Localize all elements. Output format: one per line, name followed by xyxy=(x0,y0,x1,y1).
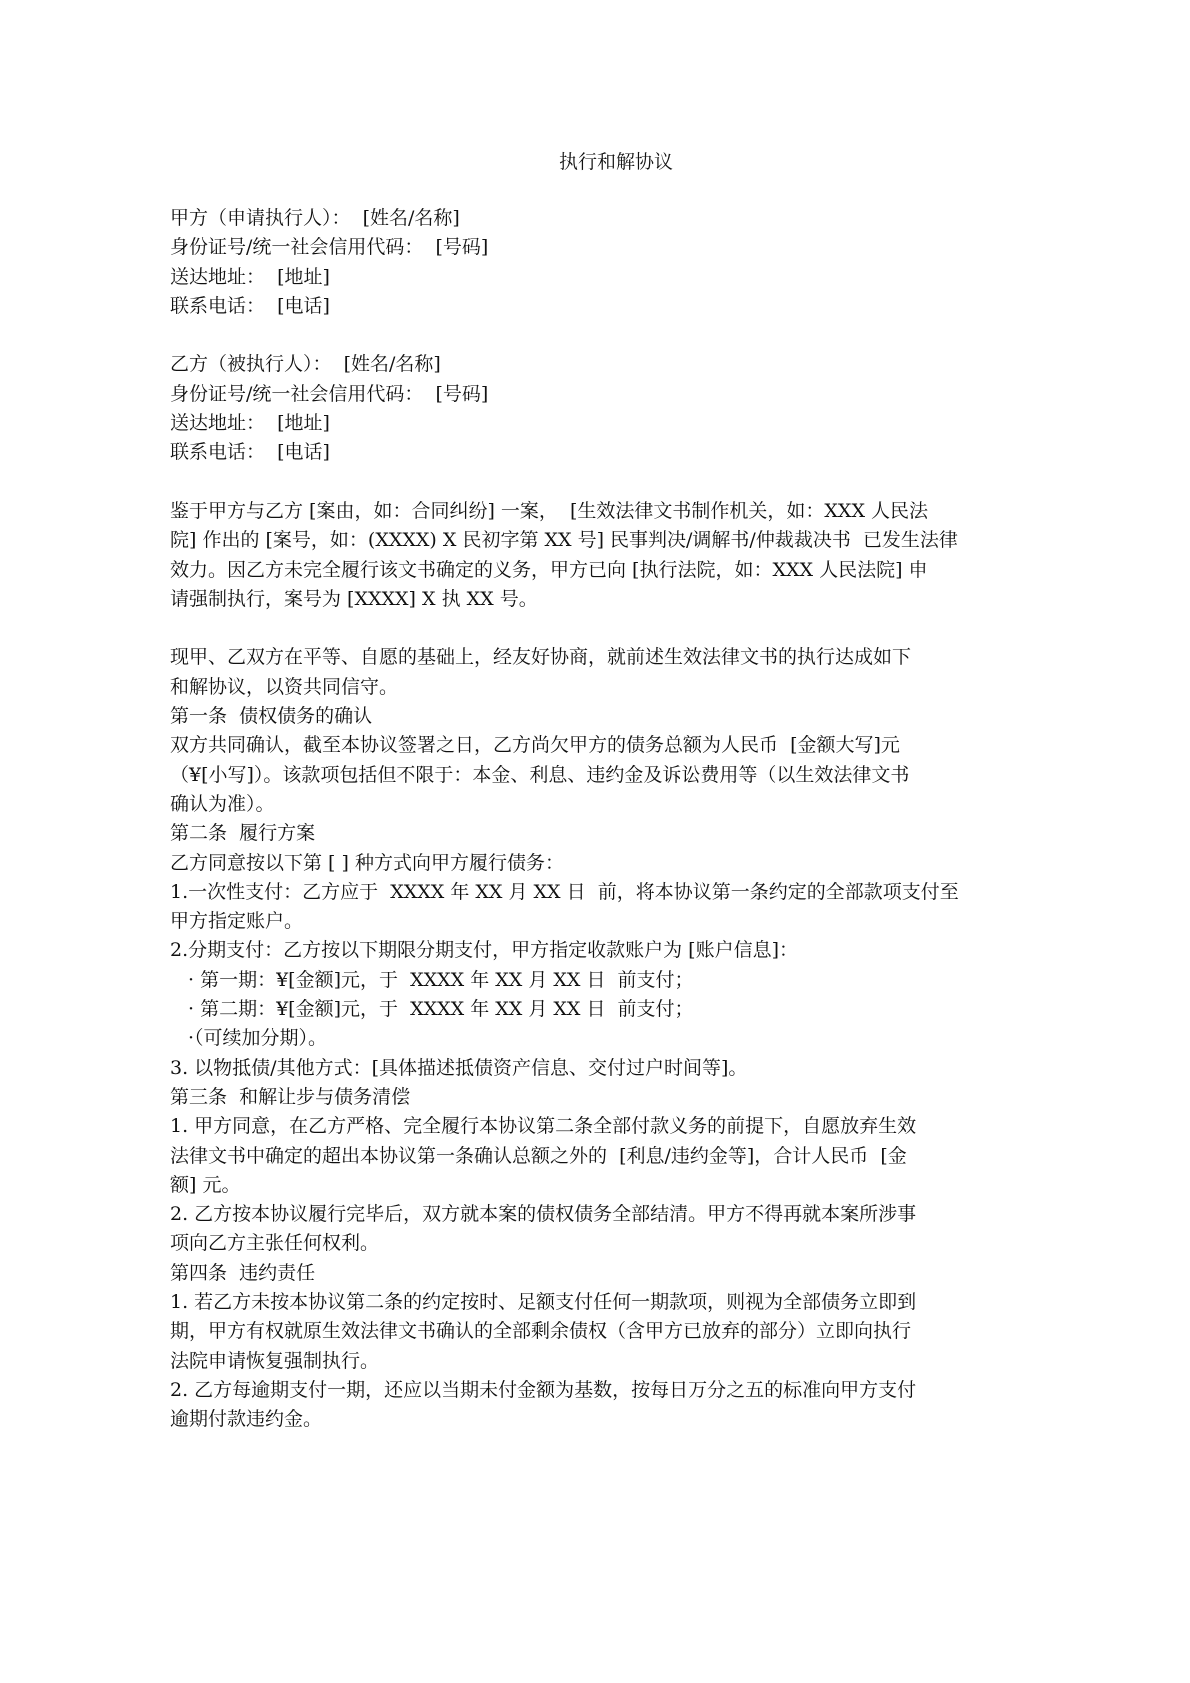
article-1-line: 确认为准）。 xyxy=(170,792,275,815)
recital-line: 鉴于甲方与乙方 [案由，如：合同纠纷] 一案， [生效法律文书制作机关，如：XXX 人民法 xyxy=(170,499,929,522)
recital-line: 请强制执行，案号为 [XXXX] X 执 XX 号。 xyxy=(170,587,538,610)
article-1 xyxy=(170,702,1022,819)
preamble-line: 和解协议，以资共同信守。 xyxy=(170,675,399,698)
party-a-name: 甲方（申请执行人）： [姓名/名称] xyxy=(170,207,460,229)
spacer xyxy=(170,321,1022,350)
party-b-info xyxy=(170,350,1022,467)
article-2-option-1: 1.一次性支付：乙方应于 XXXX 年 XX 月 XX 日 前，将本协议第一条约定的全部款项支付至 xyxy=(170,880,959,903)
document-title: 执行和解协议 xyxy=(558,151,673,173)
installment-item: · 第一期：¥[金额]元，于 XXXX 年 XX 月 XX 日 前支付； xyxy=(188,968,694,991)
article-2 xyxy=(170,819,1022,1083)
recital-line: 院] 作出的 [案号，如：(XXXX) X 民初字第 XX 号] 民事判决/调解书/仲裁裁决书 已发生法律 xyxy=(170,529,958,552)
article-4-heading: 第四条 违约责任 xyxy=(170,1261,316,1284)
article-2-intro: 乙方同意按以下第 [ ] 种方式向甲方履行债务： xyxy=(170,851,564,874)
installment-item: · 第二期：¥[金额]元，于 XXXX 年 XX 月 XX 日 前支付； xyxy=(188,998,694,1021)
preamble-paragraph xyxy=(170,643,1022,702)
document-page xyxy=(170,148,1022,1434)
article-4-clause-1: 1. 若乙方未按本协议第二条的约定按时、足额支付任何一期款项，则视为全部债务立即到 xyxy=(170,1290,917,1313)
article-4-clause-2: 逾期付款违约金。 xyxy=(170,1408,323,1431)
recital-paragraph xyxy=(170,497,1022,614)
article-3-clause-1: 1. 甲方同意，在乙方严格、完全履行本协议第二条全部付款义务的前提下，自愿放弃生效 xyxy=(170,1115,917,1138)
article-4-clause-2: 2. 乙方每逾期支付一期，还应以当期未付金额为基数，按每日万分之五的标准向甲方支付 xyxy=(170,1378,917,1401)
spacer xyxy=(170,468,1022,497)
installment-item: ·（可续加分期）。 xyxy=(188,1027,328,1050)
article-1-line: 双方共同确认，截至本协议签署之日，乙方尚欠甲方的债务总额为人民币 [金额大写]元 xyxy=(170,734,900,757)
article-4-clause-1: 法院申请恢复强制执行。 xyxy=(170,1349,380,1372)
article-2-option-3: 3. 以物抵债/其他方式：[具体描述抵债资产信息、交付过户时间等]。 xyxy=(170,1056,748,1079)
party-a-id: 身份证号/统一社会信用代码： [号码] xyxy=(170,236,489,259)
party-a-phone: 联系电话： [电话] xyxy=(170,294,330,317)
party-a-info xyxy=(170,204,1022,321)
party-b-address: 送达地址： [地址] xyxy=(170,412,330,435)
party-b-phone: 联系电话： [电话] xyxy=(170,441,330,464)
article-2-option-2: 2.分期支付：乙方按以下期限分期支付，甲方指定收款账户为 [账户信息]： xyxy=(170,939,798,962)
article-3-clause-2: 项向乙方主张任何权利。 xyxy=(170,1232,380,1255)
article-4-clause-1: 期，甲方有权就原生效法律文书确认的全部剩余债权（含甲方已放弃的部分）立即向执行 xyxy=(170,1320,912,1343)
party-b-name: 乙方（被执行人）： [姓名/名称] xyxy=(170,353,441,376)
article-3-clause-2: 2. 乙方按本协议履行完毕后，双方就本案的债权债务全部结清。甲方不得再就本案所涉事 xyxy=(170,1203,917,1226)
article-3 xyxy=(170,1083,1022,1259)
article-3-heading: 第三条 和解让步与债务清偿 xyxy=(170,1085,411,1108)
party-b-id: 身份证号/统一社会信用代码： [号码] xyxy=(170,382,489,405)
article-1-heading: 第一条 债权债务的确认 xyxy=(170,705,373,728)
preamble-line: 现甲、乙双方在平等、自愿的基础上，经友好协商，就前述生效法律文书的执行达成如下 xyxy=(170,646,912,669)
article-2-heading: 第二条 履行方案 xyxy=(170,822,316,845)
article-4 xyxy=(170,1259,1022,1435)
spacer xyxy=(170,614,1022,643)
article-1-line: （¥[小写]）。该款项包括但不限于：本金、利息、违约金及诉讼费用等（以生效法律文书 xyxy=(170,763,910,786)
article-3-clause-1: 法律文书中确定的超出本协议第一条确认总额之外的 [利息/违约金等]，合计人民币 [金 xyxy=(170,1144,907,1167)
recital-line: 效力。因乙方未完全履行该文书确定的义务，甲方已向 [执行法院，如：XXX 人民法院] 申 xyxy=(170,558,928,581)
article-2-option-1: 甲方指定账户。 xyxy=(170,910,304,933)
party-a-address: 送达地址： [地址] xyxy=(170,265,330,288)
article-3-clause-1: 额] 元。 xyxy=(170,1173,241,1196)
